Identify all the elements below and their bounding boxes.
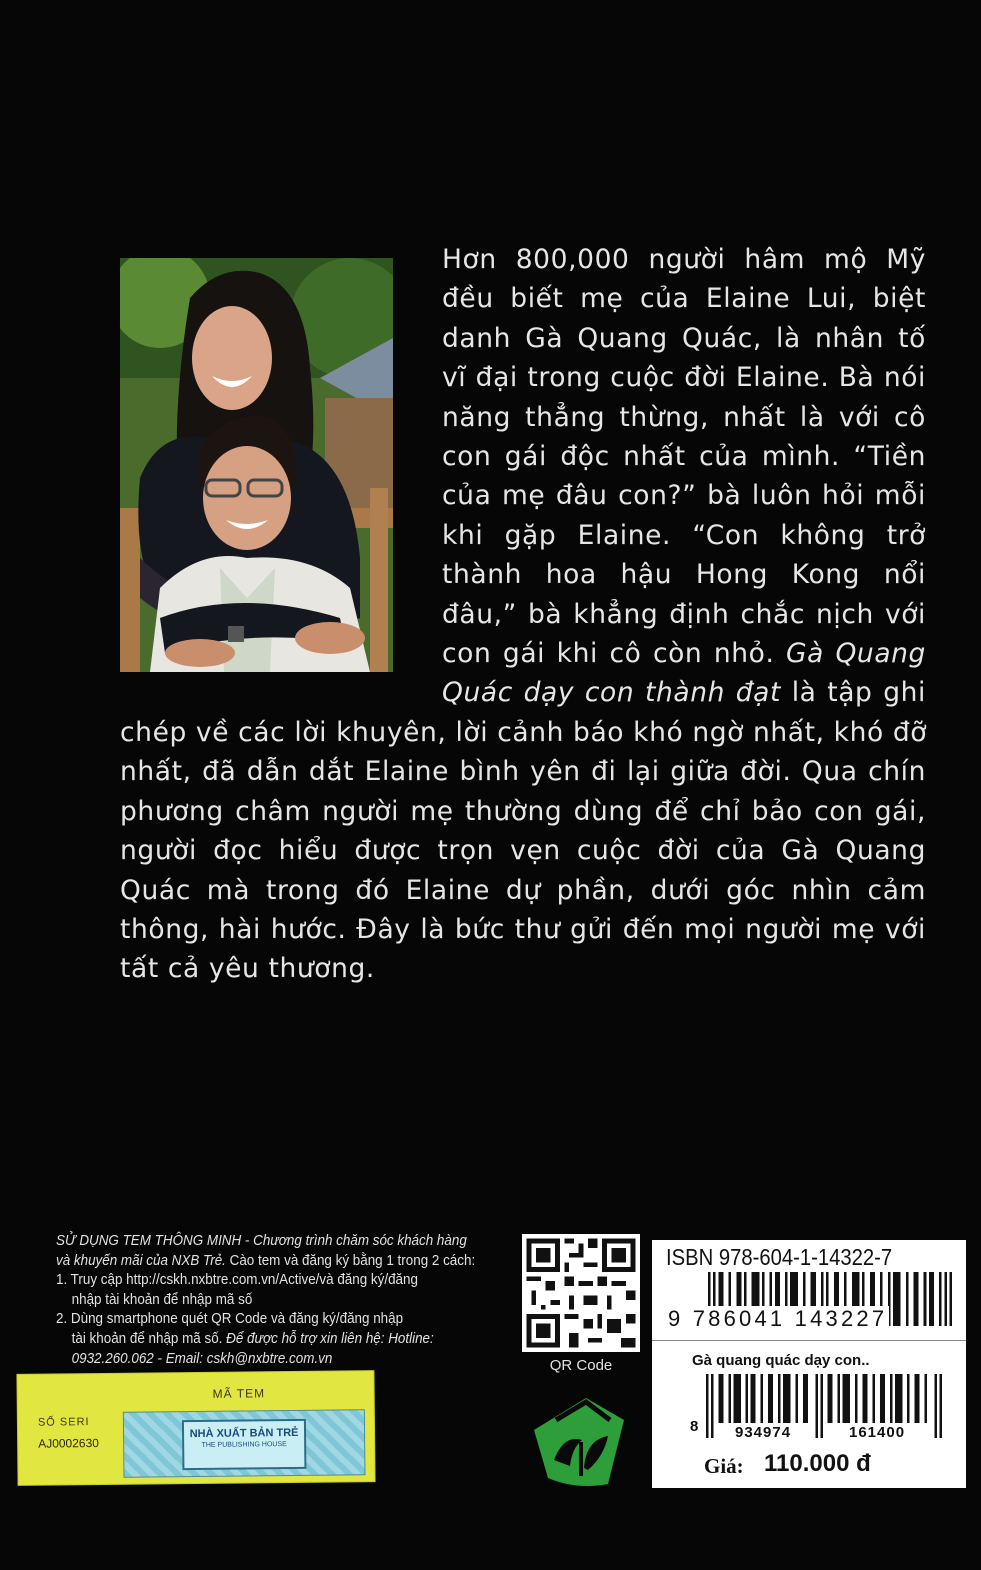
serial-sticker: [17, 1371, 374, 1485]
stamp-text: 0932.260.062 - Email: cskh@nxbtre.com.vn: [71, 1350, 333, 1367]
blurb-line-with-title: [442, 673, 926, 712]
price-label: Giá:: [704, 1454, 744, 1478]
price-value: 110.000 đ: [764, 1450, 871, 1477]
blurb-line: chép về các lời khuyên, lời cảnh báo khó ngờ nhất, khó đỡ: [120, 717, 928, 748]
stamp-text: Để được hỗ trợ xin liên hệ: Hotline:: [222, 1330, 434, 1347]
qr-code-label: QR Code: [549, 1357, 613, 1374]
book-title-italic: Quác dạy con thành đạt: [442, 677, 781, 709]
blurb-line: phương châm người mẹ thường dùng để chỉ bảo con gái,: [120, 795, 926, 827]
blurb-line: con gái độc nhất của mình. “Tiền: [442, 441, 926, 473]
smart-stamp-instructions: [56, 1232, 477, 1369]
book-short-title: Gà quang quác dạy con..: [692, 1352, 870, 1369]
isbn-number: ISBN 978-604-1-14322-7: [666, 1244, 893, 1270]
isbn-digits: 9 786041 143227: [668, 1306, 888, 1331]
stamp-text: Cào tem và đăng ký bằng 1 trong 2 cách:: [225, 1252, 476, 1269]
blurb-line: là tập ghi: [791, 677, 926, 709]
blurb-line: Hơn 800,000 người hâm mộ Mỹ: [442, 244, 926, 275]
blurb-line: vĩ đại trong cuộc đời Elaine. Bà nói: [442, 362, 926, 394]
publisher-logo: [526, 1390, 636, 1490]
label-divider: [652, 1340, 966, 1341]
ean-first-digit: 8: [690, 1418, 699, 1435]
blurb-line: con gái khi cô còn nhỏ.: [442, 638, 775, 670]
qr-code[interactable]: [522, 1234, 640, 1352]
blurb-line: thành hoa hậu Hong Kong nổi: [442, 559, 926, 591]
blurb-line: tất cả yêu thương.: [120, 953, 375, 985]
blurb-line: danh Gà Quang Quác, là nhân tố: [442, 322, 926, 354]
blurb-line: đều biết mẹ của Elaine Lui, biệt: [442, 283, 926, 315]
isbn-price-label: [652, 1240, 966, 1488]
stamp-text: 2. Dùng smartphone quét QR Code và đăng ký/đăng nhập: [56, 1311, 404, 1328]
publisher-name-en: THE PUBLISHING HOUSE: [201, 1441, 287, 1449]
blurb-line: nhất, đã dẫn dắt Elaine bình yên đi lại giữa đời. Qua chín: [120, 756, 926, 788]
blurb-line: năng thẳng thừng, nhất là với cô: [442, 401, 926, 433]
blurb-line: thông, hài hước. Đây là bức thư gửi đến mọi người mẹ với: [120, 914, 926, 946]
stamp-text: nhập tài khoản để nhập mã số: [71, 1291, 253, 1308]
book-title-italic: Gà Quang: [785, 638, 926, 670]
blurb-paragraph-bottom: [120, 713, 926, 989]
sticker-code-label: MÃ TEM: [212, 1386, 266, 1401]
sticker-serial-value: AJ0002630: [38, 1436, 99, 1451]
blurb-line-with-title: [442, 634, 926, 673]
author-photo: [120, 258, 393, 672]
blurb-line: Quác mà trong đó Elaine dự phần, dưới góc nhìn cảm: [120, 874, 926, 906]
publisher-badge: [182, 1419, 307, 1470]
ean-left-digits: 934974: [732, 1424, 794, 1441]
ean-right-digits: 161400: [846, 1424, 908, 1441]
sticker-serial-label: SỐ SERI: [37, 1416, 90, 1429]
publisher-name: NHÀ XUẤT BẢN TRẺ: [189, 1426, 299, 1441]
stamp-heading: SỬ DỤNG TEM THÔNG MINH: [56, 1233, 242, 1249]
stamp-text: 1. Truy cập http://cskh.nxbtre.com.vn/Active/và đăng ký/đăng: [56, 1272, 418, 1289]
stamp-text: tài khoản để nhập mã số.: [71, 1330, 223, 1347]
stamp-text: - Chương trình chăm sóc khách hàng: [241, 1233, 467, 1249]
stamp-text: và khuyến mãi của NXB Trẻ.: [56, 1252, 226, 1269]
blurb-line: khi gặp Elaine. “Con không trở: [442, 519, 926, 551]
blurb-line: của mẹ đâu con?” bà luôn hỏi mỗi: [442, 480, 926, 512]
scratch-hologram[interactable]: [123, 1409, 366, 1478]
blurb-line: đâu,” bà khẳng định chắc nịch với: [442, 598, 926, 630]
blurb-line: người đọc hiểu được trọn vẹn cuộc đời của Gà Quang: [120, 835, 926, 867]
blurb-paragraph-top: [442, 240, 926, 713]
